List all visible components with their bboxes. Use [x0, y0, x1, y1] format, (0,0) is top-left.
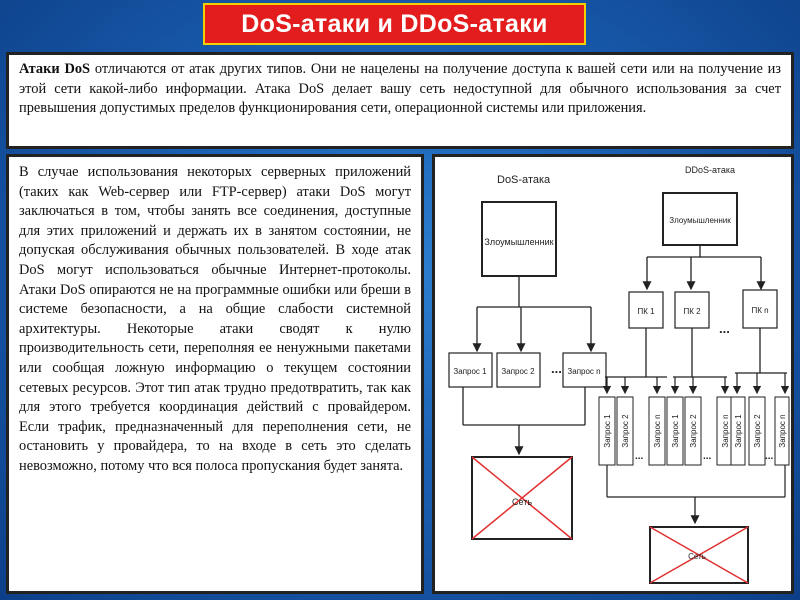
dos-diagram-label: DoS-атака	[497, 174, 551, 186]
ddos-pc-2-label: ПК 2	[683, 307, 701, 316]
slide-title-box	[203, 3, 586, 45]
dos-ellipsis: ...	[551, 361, 562, 376]
ddos-diagram-label: DDoS-атака	[685, 165, 735, 175]
dos-network-label: Сеть	[511, 497, 533, 507]
ddos-req-ellipsis-2: ...	[703, 451, 712, 462]
ddos-vreq-6: Запрос n	[721, 414, 730, 448]
attack-diagram-svg	[435, 157, 791, 591]
ddos-network-label: Сеть	[688, 552, 706, 561]
ddos-req-ellipsis-1: ...	[635, 451, 644, 462]
intro-panel	[6, 52, 794, 149]
ddos-vreq-9: Запрос n	[778, 414, 787, 448]
ddos-vreq-5: Запрос 2	[689, 414, 698, 448]
attack-diagram	[432, 154, 794, 594]
body-text: В случае использования некоторых серверных приложений (таких как Web-сервер или FTP-сервер) атаки DoS могут заключаться в том, чтобы занять все соединения, доступные для этих приложений и держать их в занятом состоянии, не допуская обслуживания обычных пользователей. В ходе атак DoS могут использоваться обычные Интернет-протоколы. Атаки DoS опираются не на программные ошибки или бреши в системе безопасности, а на общие слабости системной архитектуры. Некоторые атаки сводят к нулю производительность сети, переполняя ее ненужными пакетами или сообщая ложную информацию о текущем состоянии сетевых ресурсов. Этот тип атак трудно предотвратить, так как для этого требуется координация действий с провайдером. Если трафик, предназначенный для переполнения сети, не остановить у провайдера, то на входе в сеть это сделать невозможно, потому что вся полоса пропускания будет занята.	[19, 164, 411, 474]
body-text-panel	[6, 154, 424, 594]
ddos-pc-ellipsis: ...	[719, 321, 730, 336]
ddos-req-ellipsis-3: ...	[765, 451, 774, 462]
ddos-vreq-8: Запрос 2	[753, 414, 762, 448]
ddos-vreq-4: Запрос 1	[671, 414, 680, 448]
ddos-vreq-2: Запрос 2	[621, 414, 630, 448]
ddos-attacker-label: Злоумышленник	[669, 216, 731, 225]
dos-attacker-label: Злоумышленник	[484, 237, 554, 247]
dos-request-2-label: Запрос 2	[501, 367, 535, 376]
ddos-vreq-7: Запрос 1	[734, 414, 743, 448]
dos-request-n-label: Запрос n	[567, 367, 601, 376]
dos-request-1-label: Запрос 1	[453, 367, 487, 376]
intro-lead: Атаки DoS	[19, 61, 91, 77]
ddos-pc-1-label: ПК 1	[637, 307, 655, 316]
ddos-vreq-1: Запрос 1	[603, 414, 612, 448]
ddos-pc-n-label: ПК n	[751, 306, 769, 315]
slide-title: DoS-атаки и DDoS-атаки	[241, 9, 548, 38]
ddos-vreq-3: Запрос n	[653, 414, 662, 448]
intro-text: отличаются от атак других типов. Они не нацелены на получение доступа к вашей сети или на получение из этой сети какой-либо информации. Атака DoS делает вашу сеть недоступной для обычного использования за счет превышения допустимых пределов функционирования сети, операционной системы или приложения.	[19, 61, 781, 116]
